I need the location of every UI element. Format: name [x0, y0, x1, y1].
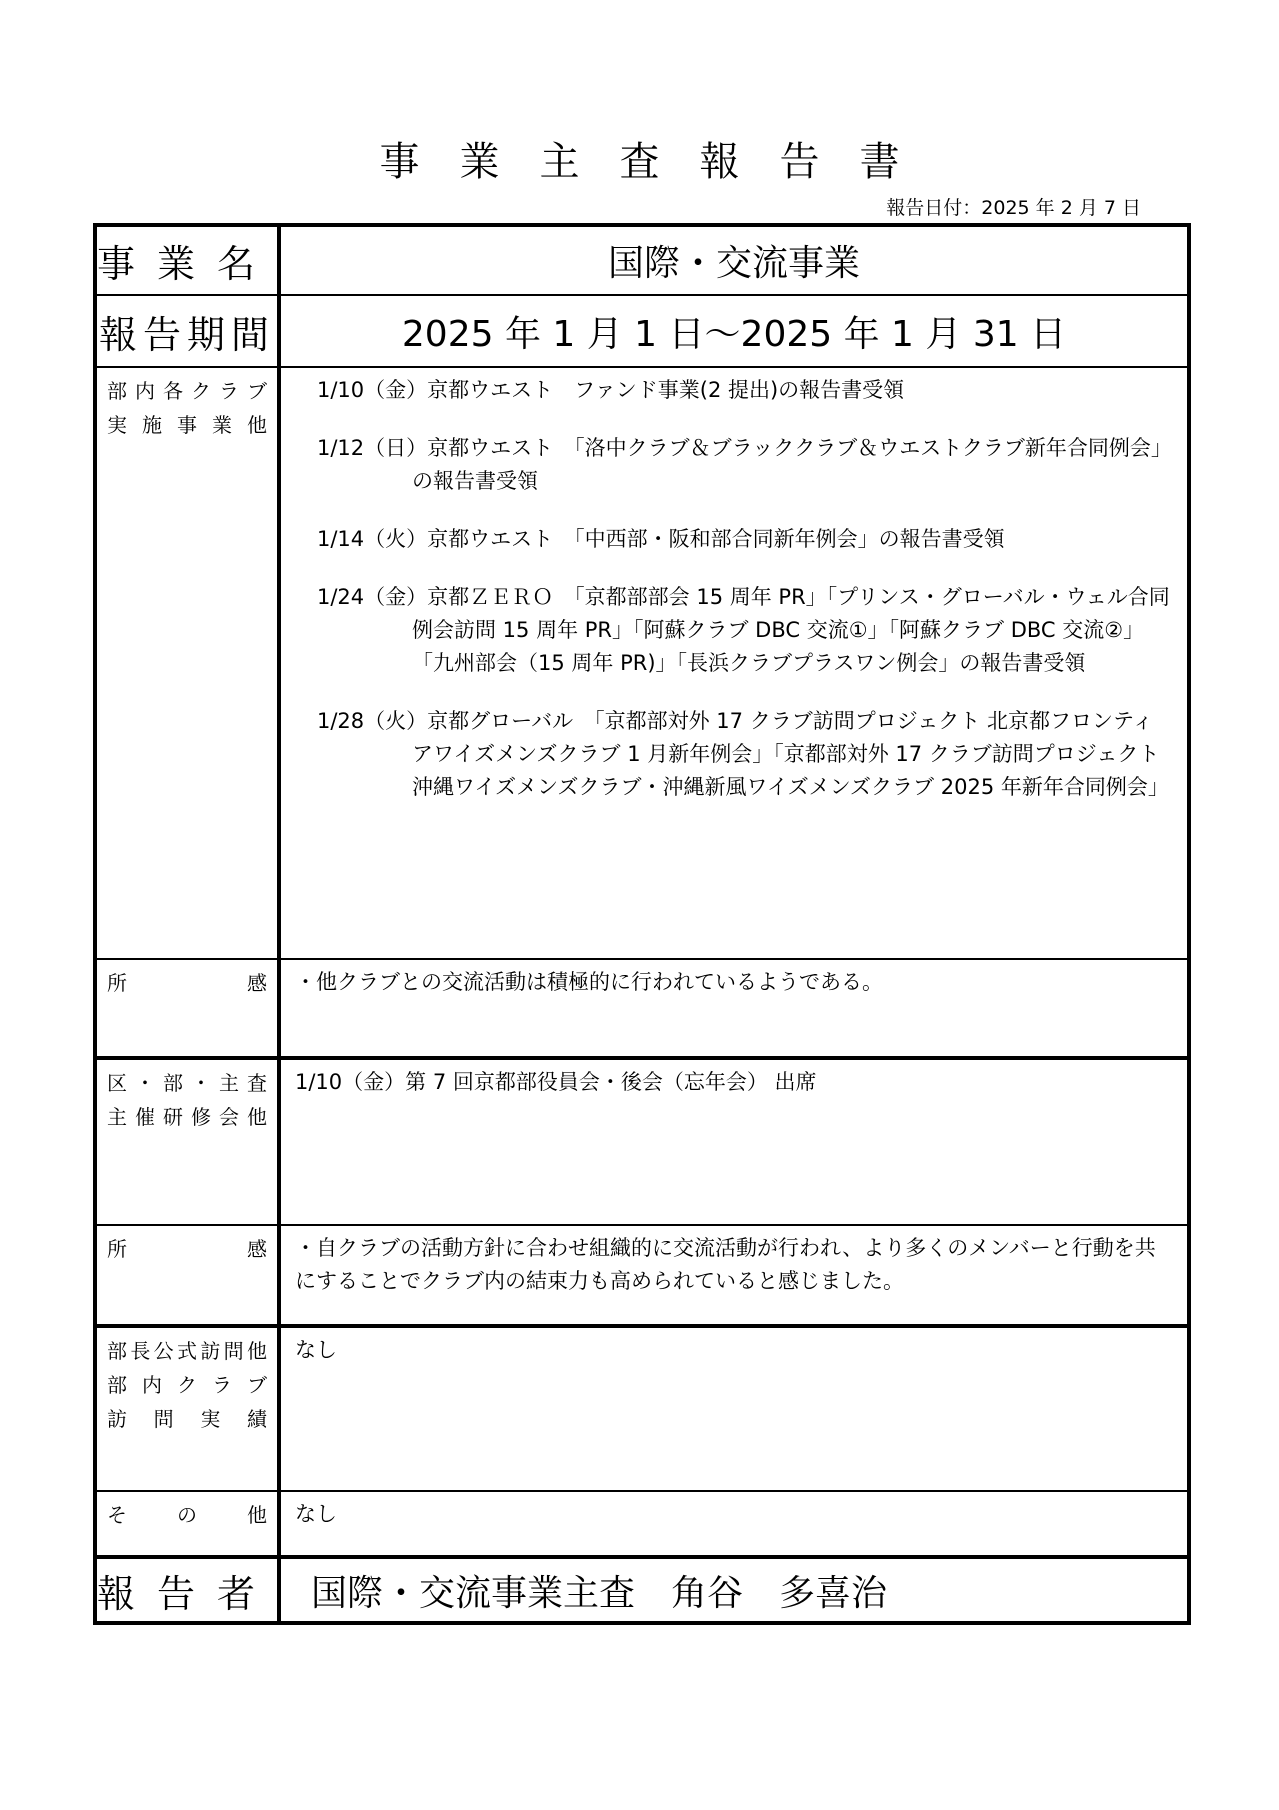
club-activities-label-line-2: 実施事業他 [107, 413, 267, 437]
activity-entry-text: 京都グローバル 「京都部対外 17 クラブ訪問プロジェクト 北京都フロンティアワイズメンズクラブ 1 月新年例会」「京都部対外 17 クラブ訪問プロジェクト沖縄ワイズメンズクラブ・沖縄新風ワイズメンズクラブ 2025 年新年合同例会」 [412, 709, 1169, 799]
document-title: 事業主査報告書 [379, 139, 940, 185]
club-activities-content [279, 367, 1189, 959]
activity-entry [317, 581, 1173, 680]
official-visits-label-line-1: 部長公式訪問他 [107, 1339, 267, 1363]
activity-entry-text: 京都ウエスト ファンド事業(2 提出)の報告書受領 [427, 378, 905, 402]
district-training-label-line-1: 区・部・主査 [107, 1071, 267, 1095]
impression-1-text: ・他クラブとの交流活動は積極的に行われているようである。 [279, 959, 1189, 1058]
impression-1-label-text: 所感 [107, 971, 267, 995]
district-training-label [95, 1058, 279, 1225]
report-date: 報告日付：2025 年 2 月 7 日 [886, 197, 1141, 219]
period-value: 2025 年 1 月 1 日～2025 年 1 月 31 日 [279, 295, 1189, 367]
row-period [95, 295, 1189, 367]
row-reporter [95, 1557, 1189, 1623]
row-impression-2 [95, 1225, 1189, 1326]
reporter-label-text: 報告者 [97, 1571, 278, 1616]
period-label: 報告期間 [95, 295, 279, 367]
row-official-visits [95, 1326, 1189, 1491]
activity-entry-date: 1/10（金） [317, 378, 428, 402]
activity-entry-date: 1/14（火） [317, 527, 428, 551]
impression-1-label [95, 959, 279, 1058]
activity-entry [317, 705, 1173, 804]
official-visits-label-line-2: 部内クラブ [107, 1373, 267, 1397]
activity-entry-date: 1/24（金） [317, 585, 428, 609]
activity-entry [317, 432, 1173, 498]
club-activities-label [95, 367, 279, 959]
impression-2-label-text: 所感 [107, 1237, 267, 1261]
activity-entry-text: 京都ウエスト 「中西部・阪和部合同新年例会」の報告書受領 [427, 527, 1005, 551]
official-visits-label [95, 1326, 279, 1491]
club-activities-label-line-1: 部内各クラブ [107, 379, 267, 403]
other-text: なし [279, 1491, 1189, 1557]
activity-entry [317, 523, 1173, 556]
row-impression-1 [95, 959, 1189, 1058]
reporter-value: 国際・交流事業主査 角谷 多喜治 [279, 1557, 1189, 1623]
other-label [95, 1491, 279, 1557]
impression-2-label [95, 1225, 279, 1326]
activity-entry-text: 京都ＺＥＲＯ 「京都部部会 15 周年 PR」「プリンス・グローバル・ウェル合同例会訪問 15 周年 PR」「阿蘇クラブ DBC 交流①」「阿蘇クラブ DBC 交流②」「九州部会（15 周年 PR)」「長浜クラブプラスワン例会」の報告書受領 [412, 585, 1170, 675]
other-label-text: その他 [107, 1503, 267, 1527]
row-club-activities [95, 367, 1189, 959]
official-visits-text: なし [279, 1326, 1189, 1491]
activity-entry [317, 374, 1173, 407]
row-project [95, 225, 1189, 295]
project-label-text: 事業名 [97, 242, 278, 286]
activity-entry-text: 京都ウエスト 「洛中クラブ＆ブラッククラブ＆ウエストクラブ新年合同例会」の報告書受領 [412, 436, 1172, 493]
report-table [93, 223, 1191, 1625]
district-training-label-line-2: 主催研修会他 [107, 1105, 267, 1129]
district-training-text: 1/10（金）第 7 回京都部役員会・後会（忘年会） 出席 [279, 1058, 1189, 1225]
official-visits-label-line-3: 訪問実績 [107, 1407, 267, 1431]
row-other [95, 1491, 1189, 1557]
project-label [95, 225, 279, 295]
project-value: 国際・交流事業 [279, 225, 1189, 295]
impression-2-text: ・自クラブの活動方針に合わせ組織的に交流活動が行われ、より多くのメンバーと行動を共にすることでクラブ内の結束力も高められていると感じました。 [279, 1225, 1189, 1326]
activity-entry-date: 1/12（日） [317, 436, 428, 460]
activity-entry-date: 1/28（火） [317, 709, 428, 733]
row-district-training [95, 1058, 1189, 1225]
reporter-label [95, 1557, 279, 1623]
